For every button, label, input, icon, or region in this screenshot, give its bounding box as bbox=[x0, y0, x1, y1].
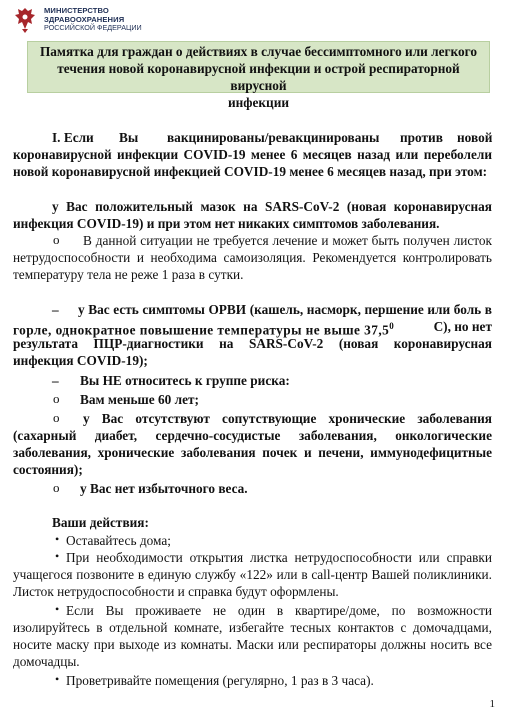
positive-swab-line-2: инфекция COVID-19) и при этом нет никаких симптомов заболевания. bbox=[13, 216, 440, 231]
double-headed-eagle-icon bbox=[12, 5, 38, 35]
advice-line-3: температуру тела не реже 1 раза в сутки. bbox=[13, 267, 244, 282]
dash-bullet-2: – bbox=[52, 373, 59, 388]
chronic-line-3: заболевания, хронические заболевания почек и печени, иммунодефицитные bbox=[13, 445, 492, 460]
action-item-2-line-2: учащегося позвоните в единую службу «122» или в call-центр Вашей поликлиники. bbox=[13, 567, 492, 582]
risk-group-line: Вы НЕ относитесь к группе риска: bbox=[80, 373, 290, 388]
dash-bullet: – bbox=[52, 302, 59, 317]
symptoms-line-2-text: горле, однократное повышение температуры не выше 37,5 bbox=[13, 322, 390, 338]
document-title bbox=[27, 41, 490, 110]
advice-line-1: В данной ситуации не требуется лечение и может быть получен листок bbox=[83, 233, 492, 248]
bullet-dot-1: • bbox=[55, 532, 60, 546]
bullet-dot-3: • bbox=[55, 602, 60, 616]
intro-word-3: вакцинированы/ревакцинированы bbox=[167, 130, 380, 145]
intro-word-4: против bbox=[400, 130, 443, 145]
ministry-line-2: ЗДРАВООХРАНЕНИЯ bbox=[44, 14, 125, 24]
positive-swab-line-1: у Вас положительный мазок на SARS-CoV-2 (новая коронавирусная bbox=[52, 199, 492, 214]
circle-bullet-2: o bbox=[53, 391, 60, 406]
page-number: 1 bbox=[489, 698, 495, 710]
chronic-line-1: у Вас отсутствуют сопутствующие хронические заболевания bbox=[83, 411, 492, 426]
circle-bullet-3: o bbox=[53, 410, 60, 425]
intro-line-3: новой коронавирусной инфекцией COVID-19 менее 6 месяцев назад, при этом: bbox=[13, 164, 488, 179]
action-item-3-line-4: домочадцы. bbox=[13, 654, 80, 669]
action-item-1: Оставайтесь дома; bbox=[66, 533, 171, 548]
circle-bullet: o bbox=[53, 232, 60, 247]
symptoms-line-1: у Вас есть симптомы ОРВИ (кашель, насморк, першение или боль в bbox=[78, 302, 492, 317]
bullet-dot-4: • bbox=[55, 672, 60, 686]
age-line: Вам меньше 60 лет; bbox=[80, 392, 199, 407]
action-item-3-line-2: изолируйтесь в отдельной комнате, избегайте тесных контактов с домочадцами, bbox=[13, 620, 492, 635]
title-line-2: течения новой коронавирусной инфекции и острой респираторной вирусной bbox=[57, 61, 460, 93]
weight-line: у Вас нет избыточного веса. bbox=[80, 481, 248, 496]
action-item-2-line-1: При необходимости открытия листка нетрудоспособности или справки bbox=[66, 550, 492, 565]
chronic-line-2: (сахарный диабет, сердечно-сосудистые заболевания, онкологические bbox=[13, 428, 492, 443]
ministry-line-3: РОССИЙСКОЙ ФЕДЕРАЦИИ bbox=[44, 23, 142, 32]
action-item-2-line-3: Листок нетрудоспособности и справка будут оформлены. bbox=[13, 584, 339, 599]
ministry-header bbox=[12, 5, 142, 35]
actions-heading: Ваши действия: bbox=[52, 515, 149, 530]
advice-line-2: нетрудоспособности и необходима самоизоляция. Рекомендуется контролировать bbox=[13, 250, 492, 265]
action-item-3-line-1: Если Вы проживаете не один в квартире/доме, по возможности bbox=[66, 603, 492, 618]
intro-line-2: коронавирусной инфекции COVID-19 менее 6 месяцев назад или переболели bbox=[13, 147, 492, 162]
circle-bullet-4: o bbox=[53, 480, 60, 495]
ministry-name bbox=[44, 7, 142, 33]
intro-word-1: I. Если bbox=[52, 130, 94, 145]
action-item-4: Проветривайте помещения (регулярно, 1 раз в 3 часа). bbox=[66, 673, 374, 688]
bullet-dot-2: • bbox=[55, 549, 60, 563]
intro-word-5: новой bbox=[457, 130, 493, 145]
action-item-3-line-3: носите маску при выходе из комнаты. Маски или респираторы должны носить все bbox=[13, 637, 492, 652]
degree-superscript: 0 bbox=[389, 321, 394, 331]
symptoms-line-4: инфекция COVID-19); bbox=[13, 353, 148, 368]
ministry-line-1: МИНИСТЕРСТВО bbox=[44, 6, 109, 15]
symptoms-line-2-end: С), но нет bbox=[433, 319, 492, 334]
title-line-3: инфекции bbox=[227, 95, 290, 110]
title-line-1: Памятка для граждан о действиях в случае бессимптомного или легкого bbox=[39, 44, 478, 59]
symptoms-line-3: результата ПЦР-диагностики на SARS-CoV-2 (новая коронавирусная bbox=[13, 336, 492, 351]
intro-word-2: Вы bbox=[119, 130, 139, 145]
chronic-line-4: состояния); bbox=[13, 462, 83, 477]
